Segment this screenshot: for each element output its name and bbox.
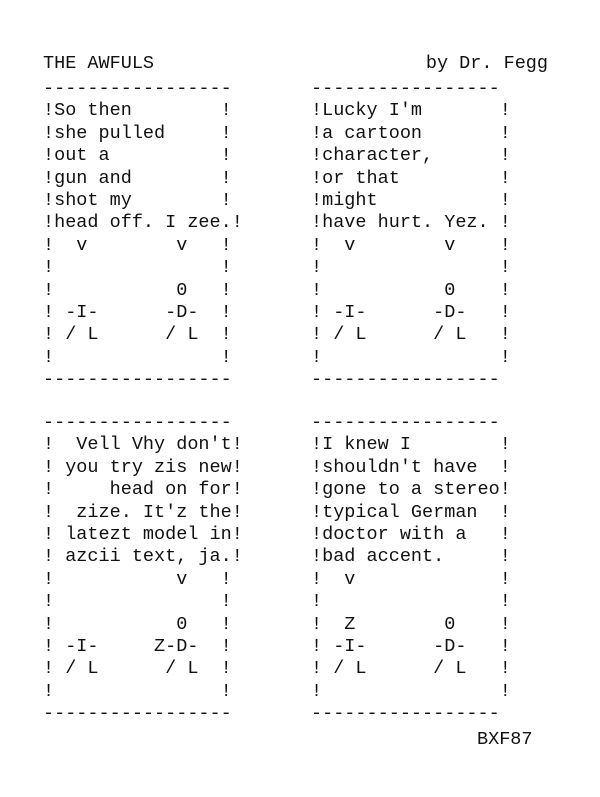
comic-byline: by Dr. Fegg [425,53,548,74]
comic-panel-3: ----------------- ! Vell Vhy don't! ! you try zis new! ! head on for! ! zize. It'z the! ! latezt model in! ! azcii text, ja.! ! v ! ! ! ! 0 ! ! -I- Z-D- ! ! / L / L ! ! ! ----------------- [43,412,243,725]
comic-panel-4: ----------------- !I knew I ! !shouldn't have ! !gone to a stereo! !typical German ! !doctor with a ! !bad accent. ! ! v ! ! ! ! Z 0 ! ! -I- -D- ! ! / L / L ! ! ! ----------------- [311,412,511,725]
comic-panel-1: ----------------- !So then ! !she pulled ! !out a ! !gun and ! !shot my ! !head off. I zee.! ! v v ! ! ! ! 0 ! ! -I- -D- ! ! / L / L ! ! ! ----------------- [43,78,243,391]
comic-panel-2: ----------------- !Lucky I'm ! !a cartoon ! !character, ! !or that ! !might ! !have hurt. Yez. ! ! v v ! ! ! ! 0 ! ! -I- -D- ! ! / L / L ! ! ! ----------------- [311,78,511,391]
artist-signature: BXF87 [477,729,533,750]
comic-title: THE AWFULS [43,53,155,74]
